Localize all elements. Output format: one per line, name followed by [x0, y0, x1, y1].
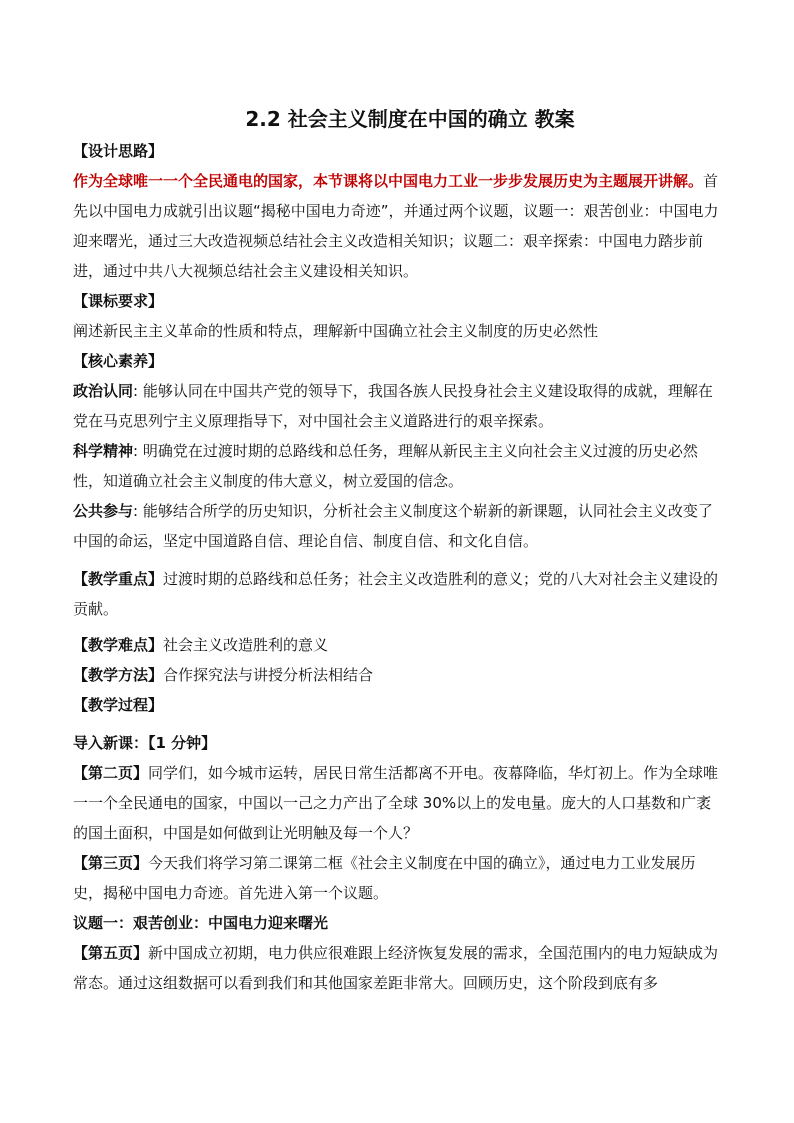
literacy-text: 明确党在过渡时期的总路线和总任务，理解从新民主主义向社会主义过渡的历史必然性，知道确立社会主义制度的伟大意义，树立爱国的信念。 — [73, 442, 698, 490]
literacy-label: 政治认同 — [73, 382, 134, 400]
page3-paragraph — [73, 848, 723, 908]
difficulty-body: 社会主义改造胜利的意义 — [163, 636, 329, 654]
literacy-label: 科学精神 — [73, 442, 134, 460]
method-body: 合作探究法与讲授分析法相结合 — [163, 666, 374, 684]
document-content — [73, 102, 723, 998]
literacy-heading-text: 【核心素养】 — [73, 352, 164, 370]
design-section — [73, 136, 723, 166]
topic1-label-text: 议题一：艰苦创业：中国电力迎来曙光 — [73, 914, 329, 932]
literacy-sep: : — [133, 442, 143, 460]
key-points-body: 过渡时期的总路线和总任务；社会主义改造胜利的意义；党的八大对社会主义建设的贡献。 — [73, 570, 719, 618]
design-highlight: 作为全球唯一一个全民通电的国家，本节课将以中国电力工业一步步发展历史为主题展开讲解。 — [73, 172, 704, 190]
literacy-sep: : — [133, 502, 143, 520]
literacy-item-science — [73, 436, 723, 496]
curriculum-heading — [73, 286, 723, 316]
literacy-text: 能够结合所学的历史知识，分析社会主义制度这个崭新的新课题，认同社会主义改变了中国的命运，坚定中国道路自信、理论自信、制度自信、和文化自信。 — [73, 502, 713, 550]
process-heading — [73, 690, 723, 720]
page5-paragraph — [73, 938, 723, 998]
key-points — [73, 564, 723, 624]
page5-body: 新中国成立初期，电力供应很难跟上经济恢复发展的需求，全国范围内的电力短缺成为常态。通过这组数据可以看到我们和其他国家差距非常大。回顾历史，这个阶段到底有多 — [73, 944, 719, 992]
design-body: 首先以中国电力成就引出议题“揭秘中国电力奇迹”，并通过两个议题，议题一：艰苦创业：中国电力迎来曙光，通过三大改造视频总结社会主义改造相关知识；议题二：艰辛探索：中国电力踏步前进，通过中共八大视频总结社会主义建设相关知识。 — [73, 172, 719, 280]
page2-heading: 【第二页】 — [73, 764, 149, 782]
literacy-item-political — [73, 376, 723, 436]
topic1-label — [73, 908, 723, 938]
page3-heading: 【第三页】 — [73, 854, 149, 872]
page2-body: 同学们，如今城市运转，居民日常生活都离不开电。夜幕降临，华灯初上。作为全球唯一一个全民通电的国家，中国以一己之力产出了全球 30%以上的发电量。庞大的人口基数和广袤的国土面积，中国是如何做到让光明触及每一个人？ — [73, 764, 719, 842]
intro-label — [73, 728, 723, 758]
page5-heading: 【第五页】 — [73, 944, 149, 962]
design-heading: 【设计思路】 — [73, 142, 164, 160]
page3-body: 今天我们将学习第二课第二框《社会主义制度在中国的确立》，通过电力工业发展历史，揭秘中国电力奇迹。首先进入第一个议题。 — [73, 854, 696, 902]
literacy-item-public — [73, 496, 723, 556]
design-paragraph — [73, 166, 723, 286]
literacy-label: 公共参与 — [73, 502, 134, 520]
page2-paragraph — [73, 758, 723, 848]
method — [73, 660, 723, 690]
intro-label-text: 导入新课：【1 分钟】 — [73, 734, 217, 752]
page-title: 2.2 社会主义制度在中国的确立 教案 — [245, 107, 575, 131]
key-points-heading: 【教学重点】 — [73, 570, 164, 588]
difficulty-heading: 【教学难点】 — [73, 636, 164, 654]
method-heading: 【教学方法】 — [73, 666, 164, 684]
process-heading-text: 【教学过程】 — [73, 696, 164, 714]
curriculum-body: 阐述新民主主义革命的性质和特点，理解新中国确立社会主义制度的历史必然性 — [73, 322, 599, 340]
curriculum-heading-text: 【课标要求】 — [73, 292, 164, 310]
literacy-sep: : — [133, 382, 143, 400]
literacy-text: 能够认同在中国共产党的领导下，我国各族人民投身社会主义建设取得的成就，理解在党在马克思列宁主义原理指导下，对中国社会主义道路进行的艰辛探索。 — [73, 382, 713, 430]
literacy-heading — [73, 346, 723, 376]
difficulty — [73, 630, 723, 660]
